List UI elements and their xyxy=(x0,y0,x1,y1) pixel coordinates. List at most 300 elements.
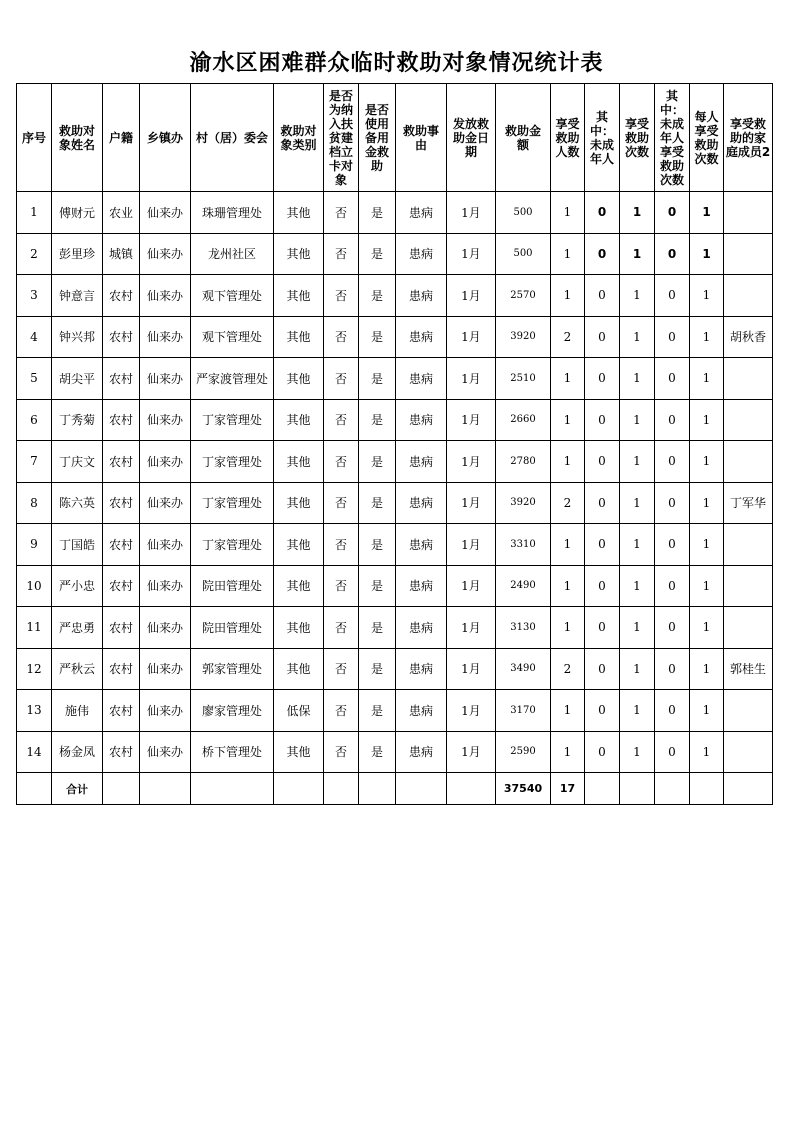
cell-reason: 患病 xyxy=(396,648,447,690)
cell-reserve: 是 xyxy=(359,441,396,483)
cell-no: 14 xyxy=(17,731,52,773)
cell-family xyxy=(724,275,773,317)
cell-no: 5 xyxy=(17,358,52,400)
cell-per-person: 1 xyxy=(690,648,724,690)
cell-poverty: 否 xyxy=(324,648,359,690)
cell-town: 仙来办 xyxy=(140,192,191,234)
cell-reserve: 是 xyxy=(359,607,396,649)
cell-minor-times: 0 xyxy=(655,316,690,358)
cell-hukou: 农村 xyxy=(103,399,140,441)
header-line: 备用 xyxy=(364,130,389,145)
cell-reserve: 是 xyxy=(359,316,396,358)
header-line: 序号 xyxy=(21,130,46,145)
cell-reserve: 是 xyxy=(359,731,396,773)
cell-amount: 3920 xyxy=(496,316,551,358)
cell-village: 丁家管理处 xyxy=(191,524,274,566)
cell-persons: 2 xyxy=(551,648,585,690)
column-header xyxy=(551,84,585,192)
cell-poverty: 否 xyxy=(324,192,359,234)
cell-per-person: 1 xyxy=(690,524,724,566)
total-cell xyxy=(724,773,773,805)
cell-amount: 3920 xyxy=(496,482,551,524)
cell-date: 1月 xyxy=(447,731,496,773)
cell-hukou: 农村 xyxy=(103,648,140,690)
header-line: 乡镇办 xyxy=(146,130,183,145)
column-header xyxy=(620,84,655,192)
column-header xyxy=(103,84,140,192)
table-row xyxy=(17,316,773,358)
cell-name: 陈六英 xyxy=(52,482,103,524)
cell-poverty: 否 xyxy=(324,399,359,441)
header-line: 享受 xyxy=(555,116,580,131)
column-header xyxy=(396,84,447,192)
cell-times: 1 xyxy=(620,233,655,275)
cell-date: 1月 xyxy=(447,233,496,275)
cell-name: 施伟 xyxy=(52,690,103,732)
cell-reason: 患病 xyxy=(396,524,447,566)
column-header xyxy=(655,84,690,192)
cell-hukou: 农业 xyxy=(103,192,140,234)
cell-town: 仙来办 xyxy=(140,607,191,649)
cell-town: 仙来办 xyxy=(140,441,191,483)
header-line: 救助 xyxy=(555,130,580,145)
cell-minor-times: 0 xyxy=(655,690,690,732)
cell-name: 丁庆文 xyxy=(52,441,103,483)
cell-amount: 500 xyxy=(496,233,551,275)
cell-town: 仙来办 xyxy=(140,648,191,690)
header-line: 享受 xyxy=(624,116,649,131)
cell-minor-times: 0 xyxy=(655,233,690,275)
column-header xyxy=(17,84,52,192)
column-header xyxy=(52,84,103,192)
cell-family xyxy=(724,358,773,400)
cell-category: 其他 xyxy=(274,524,324,566)
cell-persons: 2 xyxy=(551,482,585,524)
cell-minors: 0 xyxy=(585,648,620,690)
cell-reserve: 是 xyxy=(359,358,396,400)
header-line: 救助对 xyxy=(58,123,95,138)
total-cell xyxy=(274,773,324,805)
cell-times: 1 xyxy=(620,731,655,773)
cell-amount: 2780 xyxy=(496,441,551,483)
cell-no: 7 xyxy=(17,441,52,483)
cell-date: 1月 xyxy=(447,648,496,690)
cell-no: 3 xyxy=(17,275,52,317)
cell-per-person: 1 xyxy=(690,192,724,234)
cell-category: 其他 xyxy=(274,565,324,607)
total-cell xyxy=(140,773,191,805)
column-header xyxy=(140,84,191,192)
total-cell xyxy=(103,773,140,805)
cell-family: 丁军华 xyxy=(724,482,773,524)
header-line: 享受 xyxy=(694,123,719,138)
cell-persons: 1 xyxy=(551,358,585,400)
cell-village: 龙州社区 xyxy=(191,233,274,275)
cell-date: 1月 xyxy=(447,565,496,607)
cell-reserve: 是 xyxy=(359,192,396,234)
cell-name: 严忠勇 xyxy=(52,607,103,649)
cell-persons: 1 xyxy=(551,192,585,234)
header-line: 助的家 xyxy=(729,130,766,145)
header-line: 救助金 xyxy=(504,123,541,138)
header-line: 象类别 xyxy=(280,137,317,152)
table-row xyxy=(17,607,773,649)
header-line: 是否 xyxy=(364,102,389,117)
cell-amount: 500 xyxy=(496,192,551,234)
cell-poverty: 否 xyxy=(324,233,359,275)
cell-hukou: 农村 xyxy=(103,482,140,524)
cell-minor-times: 0 xyxy=(655,399,690,441)
header-line: 助金日 xyxy=(452,130,489,145)
table-row xyxy=(17,482,773,524)
cell-hukou: 农村 xyxy=(103,565,140,607)
header-line: 额 xyxy=(516,137,529,152)
cell-poverty: 否 xyxy=(324,524,359,566)
cell-date: 1月 xyxy=(447,192,496,234)
cell-reason: 患病 xyxy=(396,192,447,234)
header-line: 发放救 xyxy=(452,116,489,131)
cell-name: 杨金凤 xyxy=(52,731,103,773)
table-row xyxy=(17,690,773,732)
cell-town: 仙来办 xyxy=(140,524,191,566)
column-header xyxy=(191,84,274,192)
header-line: 未成 xyxy=(589,137,614,152)
header-line: 享受 xyxy=(659,144,684,159)
cell-persons: 1 xyxy=(551,565,585,607)
cell-category: 其他 xyxy=(274,399,324,441)
header-line: 每人 xyxy=(694,109,719,124)
header-line: 贫建 xyxy=(328,130,353,145)
cell-minors: 0 xyxy=(585,441,620,483)
total-label: 合计 xyxy=(52,773,103,805)
cell-family xyxy=(724,233,773,275)
cell-reason: 患病 xyxy=(396,607,447,649)
cell-poverty: 否 xyxy=(324,690,359,732)
cell-village: 丁家管理处 xyxy=(191,482,274,524)
cell-town: 仙来办 xyxy=(140,565,191,607)
cell-no: 2 xyxy=(17,233,52,275)
cell-date: 1月 xyxy=(447,399,496,441)
cell-family xyxy=(724,441,773,483)
cell-hukou: 农村 xyxy=(103,731,140,773)
cell-times: 1 xyxy=(620,690,655,732)
cell-minor-times: 0 xyxy=(655,731,690,773)
cell-village: 丁家管理处 xyxy=(191,441,274,483)
statistics-table xyxy=(16,83,773,805)
cell-category: 其他 xyxy=(274,233,324,275)
cell-date: 1月 xyxy=(447,482,496,524)
cell-minor-times: 0 xyxy=(655,192,690,234)
header-line: 中： xyxy=(589,123,614,138)
cell-family: 胡秋香 xyxy=(724,316,773,358)
total-cell xyxy=(396,773,447,805)
header-line: 享受救 xyxy=(729,116,766,131)
cell-minors: 0 xyxy=(585,731,620,773)
cell-category: 其他 xyxy=(274,275,324,317)
column-header xyxy=(447,84,496,192)
cell-times: 1 xyxy=(620,441,655,483)
table-row xyxy=(17,648,773,690)
cell-town: 仙来办 xyxy=(140,399,191,441)
header-line: 助 xyxy=(370,158,383,173)
cell-date: 1月 xyxy=(447,441,496,483)
cell-category: 其他 xyxy=(274,441,324,483)
cell-name: 钟意言 xyxy=(52,275,103,317)
cell-reason: 患病 xyxy=(396,565,447,607)
header-line: 户籍 xyxy=(108,130,133,145)
total-persons: 17 xyxy=(551,773,585,805)
cell-times: 1 xyxy=(620,565,655,607)
cell-reason: 患病 xyxy=(396,316,447,358)
cell-amount: 2590 xyxy=(496,731,551,773)
cell-persons: 1 xyxy=(551,690,585,732)
cell-town: 仙来办 xyxy=(140,233,191,275)
cell-poverty: 否 xyxy=(324,275,359,317)
cell-name: 傅财元 xyxy=(52,192,103,234)
cell-family xyxy=(724,399,773,441)
cell-persons: 2 xyxy=(551,316,585,358)
cell-reason: 患病 xyxy=(396,358,447,400)
cell-times: 1 xyxy=(620,192,655,234)
cell-no: 13 xyxy=(17,690,52,732)
cell-poverty: 否 xyxy=(324,316,359,358)
table-row xyxy=(17,565,773,607)
cell-reserve: 是 xyxy=(359,482,396,524)
header-line: 次数 xyxy=(659,172,684,187)
header-line: 年人 xyxy=(659,130,684,145)
total-cell xyxy=(690,773,724,805)
cell-amount: 2490 xyxy=(496,565,551,607)
cell-reserve: 是 xyxy=(359,648,396,690)
cell-times: 1 xyxy=(620,648,655,690)
cell-minor-times: 0 xyxy=(655,607,690,649)
cell-village: 丁家管理处 xyxy=(191,399,274,441)
cell-hukou: 农村 xyxy=(103,607,140,649)
cell-times: 1 xyxy=(620,316,655,358)
cell-village: 严家渡管理处 xyxy=(191,358,274,400)
cell-minor-times: 0 xyxy=(655,482,690,524)
cell-minors: 0 xyxy=(585,399,620,441)
header-line: 救助 xyxy=(659,158,684,173)
cell-date: 1月 xyxy=(447,524,496,566)
cell-poverty: 否 xyxy=(324,731,359,773)
cell-minor-times: 0 xyxy=(655,524,690,566)
cell-reserve: 是 xyxy=(359,233,396,275)
cell-poverty: 否 xyxy=(324,482,359,524)
cell-per-person: 1 xyxy=(690,482,724,524)
cell-minors: 0 xyxy=(585,358,620,400)
cell-per-person: 1 xyxy=(690,233,724,275)
header-line: 为纳 xyxy=(328,102,353,117)
cell-persons: 1 xyxy=(551,524,585,566)
header-line: 期 xyxy=(464,144,477,159)
cell-date: 1月 xyxy=(447,275,496,317)
cell-poverty: 否 xyxy=(324,441,359,483)
cell-minors: 0 xyxy=(585,192,620,234)
cell-village: 观下管理处 xyxy=(191,275,274,317)
header-line: 档立 xyxy=(328,144,353,159)
cell-minors: 0 xyxy=(585,690,620,732)
column-header xyxy=(274,84,324,192)
cell-family xyxy=(724,607,773,649)
header-line: 救助 xyxy=(624,130,649,145)
total-cell xyxy=(585,773,620,805)
total-row xyxy=(17,773,773,805)
cell-category: 其他 xyxy=(274,358,324,400)
header-line: 庭成员2 xyxy=(725,144,771,159)
cell-reason: 患病 xyxy=(396,399,447,441)
cell-date: 1月 xyxy=(447,358,496,400)
total-cell xyxy=(191,773,274,805)
cell-date: 1月 xyxy=(447,690,496,732)
cell-per-person: 1 xyxy=(690,358,724,400)
header-line: 金救 xyxy=(364,144,389,159)
header-line: 次数 xyxy=(624,144,649,159)
page-title: 渝水区困难群众临时救助对象情况统计表 xyxy=(189,51,604,76)
column-header xyxy=(359,84,396,192)
header-line: 救助事 xyxy=(402,123,439,138)
header-line: 象姓名 xyxy=(58,137,95,152)
cell-per-person: 1 xyxy=(690,399,724,441)
cell-family: 郭桂生 xyxy=(724,648,773,690)
cell-family xyxy=(724,192,773,234)
table-row xyxy=(17,192,773,234)
cell-poverty: 否 xyxy=(324,607,359,649)
header-line: 次数 xyxy=(694,151,719,166)
cell-category: 低保 xyxy=(274,690,324,732)
cell-village: 院田管理处 xyxy=(191,607,274,649)
cell-category: 其他 xyxy=(274,731,324,773)
column-header xyxy=(324,84,359,192)
total-cell xyxy=(359,773,396,805)
cell-no: 1 xyxy=(17,192,52,234)
cell-reason: 患病 xyxy=(396,690,447,732)
cell-village: 珠珊管理处 xyxy=(191,192,274,234)
cell-hukou: 农村 xyxy=(103,275,140,317)
cell-minor-times: 0 xyxy=(655,358,690,400)
cell-family xyxy=(724,731,773,773)
total-cell xyxy=(620,773,655,805)
cell-no: 8 xyxy=(17,482,52,524)
cell-village: 院田管理处 xyxy=(191,565,274,607)
cell-date: 1月 xyxy=(447,316,496,358)
header-line: 中： xyxy=(659,102,684,117)
cell-per-person: 1 xyxy=(690,441,724,483)
total-cell xyxy=(655,773,690,805)
cell-per-person: 1 xyxy=(690,607,724,649)
cell-reason: 患病 xyxy=(396,441,447,483)
cell-town: 仙来办 xyxy=(140,690,191,732)
column-header xyxy=(724,84,773,192)
cell-per-person: 1 xyxy=(690,731,724,773)
cell-village: 廖家管理处 xyxy=(191,690,274,732)
header-line: 由 xyxy=(414,137,427,152)
header-line: 救助对 xyxy=(280,123,317,138)
cell-no: 4 xyxy=(17,316,52,358)
cell-minor-times: 0 xyxy=(655,441,690,483)
header-line: 卡对 xyxy=(328,158,353,173)
cell-town: 仙来办 xyxy=(140,358,191,400)
cell-category: 其他 xyxy=(274,648,324,690)
table-row xyxy=(17,358,773,400)
cell-village: 观下管理处 xyxy=(191,316,274,358)
cell-town: 仙来办 xyxy=(140,482,191,524)
cell-minors: 0 xyxy=(585,607,620,649)
cell-family xyxy=(724,524,773,566)
table-row xyxy=(17,524,773,566)
header-line: 是否 xyxy=(328,88,353,103)
cell-reason: 患病 xyxy=(396,275,447,317)
header-line: 象 xyxy=(334,172,347,187)
cell-family xyxy=(724,565,773,607)
cell-minors: 0 xyxy=(585,316,620,358)
column-header xyxy=(496,84,551,192)
cell-times: 1 xyxy=(620,399,655,441)
cell-times: 1 xyxy=(620,358,655,400)
cell-minors: 0 xyxy=(585,275,620,317)
cell-category: 其他 xyxy=(274,316,324,358)
cell-name: 严小忠 xyxy=(52,565,103,607)
cell-no: 9 xyxy=(17,524,52,566)
total-cell xyxy=(324,773,359,805)
cell-family xyxy=(724,690,773,732)
cell-hukou: 农村 xyxy=(103,690,140,732)
cell-hukou: 城镇 xyxy=(103,233,140,275)
cell-town: 仙来办 xyxy=(140,731,191,773)
cell-category: 其他 xyxy=(274,607,324,649)
cell-town: 仙来办 xyxy=(140,275,191,317)
cell-persons: 1 xyxy=(551,441,585,483)
cell-hukou: 农村 xyxy=(103,441,140,483)
cell-minors: 0 xyxy=(585,482,620,524)
cell-reserve: 是 xyxy=(359,399,396,441)
table-row xyxy=(17,275,773,317)
cell-hukou: 农村 xyxy=(103,316,140,358)
cell-reserve: 是 xyxy=(359,275,396,317)
header-line: 其 xyxy=(665,88,678,103)
cell-reserve: 是 xyxy=(359,524,396,566)
cell-minors: 0 xyxy=(585,565,620,607)
cell-name: 钟兴邦 xyxy=(52,316,103,358)
cell-persons: 1 xyxy=(551,731,585,773)
cell-no: 6 xyxy=(17,399,52,441)
cell-village: 桥下管理处 xyxy=(191,731,274,773)
cell-minor-times: 0 xyxy=(655,275,690,317)
cell-name: 彭里珍 xyxy=(52,233,103,275)
cell-amount: 2510 xyxy=(496,358,551,400)
column-header xyxy=(690,84,724,192)
cell-town: 仙来办 xyxy=(140,316,191,358)
cell-date: 1月 xyxy=(447,607,496,649)
header-line: 使用 xyxy=(364,116,389,131)
cell-minor-times: 0 xyxy=(655,565,690,607)
cell-amount: 3170 xyxy=(496,690,551,732)
total-cell xyxy=(447,773,496,805)
cell-times: 1 xyxy=(620,275,655,317)
cell-amount: 2570 xyxy=(496,275,551,317)
cell-poverty: 否 xyxy=(324,565,359,607)
cell-persons: 1 xyxy=(551,399,585,441)
cell-persons: 1 xyxy=(551,607,585,649)
header-line: 未成 xyxy=(659,116,684,131)
cell-no: 11 xyxy=(17,607,52,649)
total-amount: 37540 xyxy=(496,773,551,805)
cell-name: 丁秀菊 xyxy=(52,399,103,441)
cell-no: 10 xyxy=(17,565,52,607)
cell-per-person: 1 xyxy=(690,690,724,732)
cell-minors: 0 xyxy=(585,524,620,566)
cell-per-person: 1 xyxy=(690,275,724,317)
